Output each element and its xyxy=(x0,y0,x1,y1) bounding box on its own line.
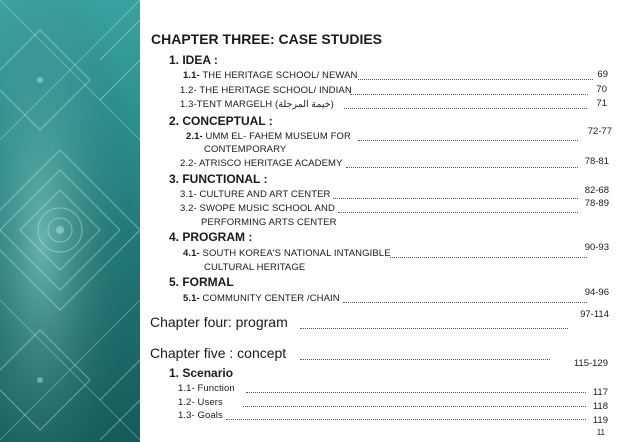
chapter-three-title: CHAPTER THREE: CASE STUDIES xyxy=(151,31,383,47)
list-item xyxy=(180,85,352,96)
dot-leader xyxy=(358,140,578,141)
item-text: SWOPE MUSIC SCHOOL AND xyxy=(196,203,335,214)
list-item xyxy=(180,203,335,214)
chapter-four-title: Chapter four: program xyxy=(150,314,288,330)
item-text-continued: CULTURAL HERITAGE xyxy=(204,262,306,273)
list-item: 1.1- Function xyxy=(178,383,235,394)
dot-leader xyxy=(343,302,587,303)
scenario-label: 1. Scenario xyxy=(169,366,234,380)
list-item: 1.2- Users xyxy=(178,397,223,408)
item-number: 3.2- xyxy=(180,203,197,214)
item-number: 1.3- xyxy=(180,99,197,110)
item-number: 1.1- xyxy=(183,70,200,81)
item-number: 2.2- xyxy=(180,158,197,169)
page-ref: 70 xyxy=(596,84,607,95)
list-item xyxy=(180,99,334,110)
page-ref: 97-114 xyxy=(580,309,609,320)
dot-leader xyxy=(243,406,586,407)
page-ref: 115-129 xyxy=(573,358,608,369)
section-idea-label: 1. IDEA : xyxy=(169,53,218,67)
item-number: 4.1- xyxy=(183,248,200,259)
item-text: SOUTH KOREA'S NATIONAL INTANGIBLE xyxy=(199,248,391,259)
page-ref: 94-96 xyxy=(584,287,609,298)
section-formal-label: 5. FORMAL xyxy=(169,275,234,289)
dot-leader xyxy=(358,79,593,80)
list-item: 1.3- Goals xyxy=(178,410,223,421)
item-text: THE HERITAGE SCHOOL/ NEWAN xyxy=(199,70,358,81)
page-ref: 69 xyxy=(597,69,608,80)
page-ref: 82-68 xyxy=(584,185,609,196)
list-item xyxy=(180,189,331,200)
dot-leader xyxy=(246,392,586,393)
item-number: 2.1- xyxy=(186,131,203,142)
page-ref: 119 xyxy=(592,415,608,426)
list-item xyxy=(183,248,391,259)
page-ref: 117 xyxy=(592,387,608,398)
dot-leader xyxy=(333,198,578,199)
page-ref: 72-77 xyxy=(587,126,612,137)
item-number: 1.2- xyxy=(180,85,197,96)
list-item xyxy=(186,131,351,142)
item-text: CULTURE AND ART CENTER xyxy=(196,189,331,200)
item-text-continued: CONTEMPORARY xyxy=(204,144,287,155)
list-item xyxy=(183,293,340,304)
item-number: 3.1- xyxy=(180,189,197,200)
page-ref: 118 xyxy=(592,401,608,412)
dot-leader xyxy=(300,328,568,329)
list-item xyxy=(183,70,358,81)
item-text: THE HERITAGE SCHOOL/ INDIAN xyxy=(196,85,352,96)
dot-leader xyxy=(390,257,587,258)
page-ref: 90-93 xyxy=(584,242,609,253)
item-text: COMMUNITY CENTER /CHAIN xyxy=(199,293,340,304)
dot-leader xyxy=(338,212,578,213)
dot-leader xyxy=(300,359,550,360)
item-text: ATRISCO HERITAGE ACADEMY xyxy=(196,158,343,169)
item-text-continued: PERFORMING ARTS CENTER xyxy=(201,217,337,228)
page-number: 11 xyxy=(596,428,605,437)
list-item xyxy=(180,158,343,169)
dot-leader xyxy=(350,94,588,95)
section-conceptual-label: 2. CONCEPTUAL : xyxy=(169,114,273,128)
page-ref: 78-81 xyxy=(584,156,609,167)
dot-leader xyxy=(346,167,578,168)
section-program-label: 4. PROGRAM : xyxy=(169,230,253,244)
dot-leader xyxy=(344,108,587,109)
item-number: 5.1- xyxy=(183,293,200,304)
item-text: TENT MARGELH (خيمة المرجلة) xyxy=(196,99,334,110)
chapter-five-title: Chapter five : concept xyxy=(150,345,287,361)
section-functional-label: 3. FUNCTIONAL : xyxy=(169,172,268,186)
page-ref: 71 xyxy=(596,98,607,109)
dot-leader xyxy=(226,419,586,420)
page-ref: 78-89 xyxy=(584,198,609,209)
item-text: UMM EL- FAHEM MUSEUM FOR xyxy=(202,131,351,142)
